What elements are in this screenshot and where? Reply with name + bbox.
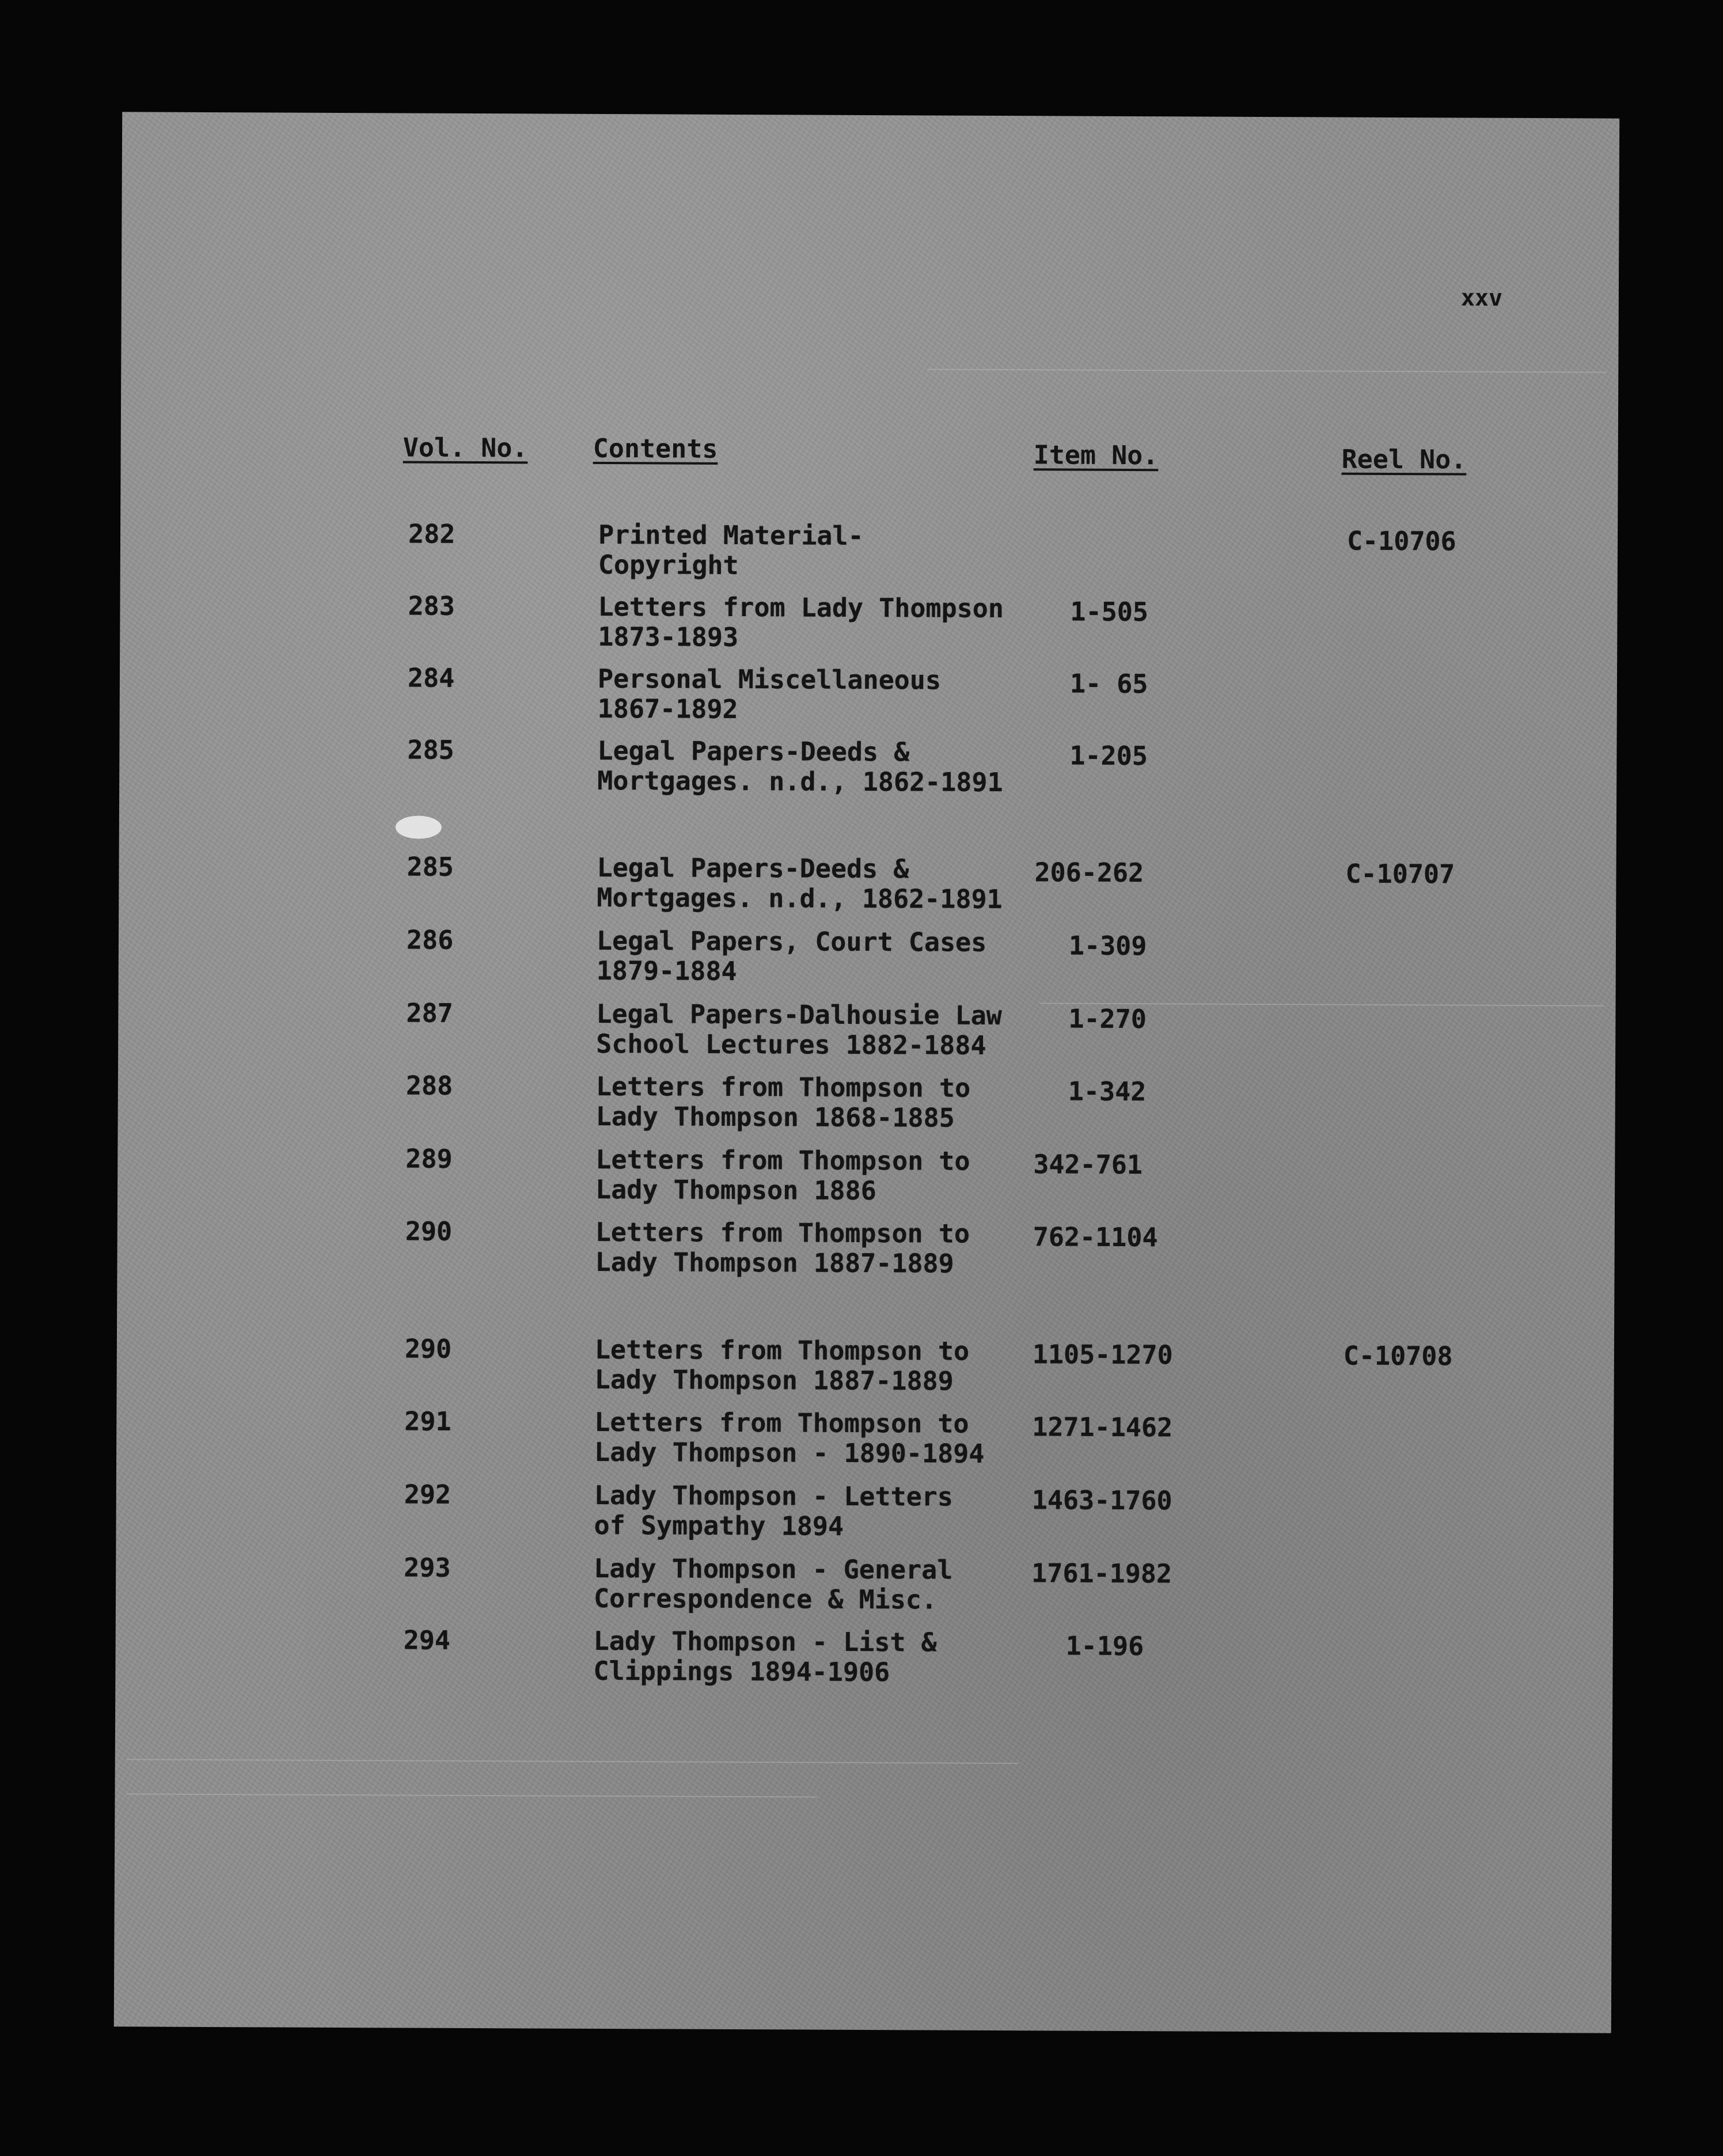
contents-line: Lady Thompson 1886 [595, 1174, 876, 1206]
item-range: 1-342 [1068, 1076, 1147, 1107]
page-number: xxv [1460, 284, 1503, 312]
contents-line: Letters from Thompson to [595, 1071, 971, 1103]
vol-number: 294 [403, 1624, 451, 1656]
item-range: 1-270 [1068, 1003, 1147, 1035]
contents-line: Lady Thompson - 1890-1894 [594, 1436, 985, 1469]
vol-number: 284 [407, 662, 455, 693]
contents-line: Letters from Thompson to [594, 1406, 969, 1439]
contents-line: Letters from Thompson to [595, 1216, 970, 1249]
vol-number: 286 [406, 924, 454, 955]
item-range: 206-262 [1034, 857, 1144, 889]
contents-line: Personal Miscellaneous [597, 663, 942, 696]
vol-number: 288 [405, 1070, 453, 1101]
contents-line: Copyright [598, 549, 739, 581]
contents-line: Clippings 1894-1906 [593, 1655, 890, 1688]
header-reel-no: Reel No. [1341, 443, 1467, 475]
scan-line [927, 369, 1607, 373]
vol-number: 287 [406, 997, 453, 1028]
document-page [114, 112, 1619, 2033]
contents-line: Legal Papers-Deeds & [597, 735, 910, 768]
vol-number: 290 [405, 1216, 453, 1247]
contents-line: School Lectures 1882-1884 [596, 1028, 986, 1061]
item-range: 1271-1462 [1032, 1411, 1173, 1443]
contents-line: Legal Papers-Deeds & [597, 852, 909, 885]
item-range: 1-309 [1068, 930, 1147, 962]
item-range: 1463-1760 [1031, 1485, 1172, 1516]
item-range: 1-205 [1069, 740, 1148, 772]
vol-number: 291 [404, 1406, 451, 1437]
contents-line: Lady Thompson - Letters [594, 1479, 954, 1512]
scan-line [127, 1793, 818, 1797]
item-range: 342-761 [1033, 1149, 1143, 1181]
item-range: 1105-1270 [1032, 1339, 1173, 1371]
contents-line: Mortgages. n.d., 1862-1891 [597, 882, 1003, 915]
contents-line: Printed Material- [598, 519, 864, 551]
contents-line: Legal Papers, Court Cases [596, 925, 987, 958]
header-vol-no: Vol. No. [403, 432, 528, 464]
contents-line: Letters from Thompson to [594, 1334, 970, 1367]
contents-line: Lady Thompson 1887-1889 [595, 1246, 954, 1279]
item-range: 1-505 [1070, 596, 1149, 628]
header-contents: Contents [593, 432, 718, 464]
contents-line: 1873-1893 [598, 621, 739, 653]
vol-number: 282 [408, 518, 456, 549]
reel-number: C-10708 [1343, 1340, 1453, 1372]
vol-number: 290 [404, 1333, 452, 1364]
vol-number: 285 [407, 851, 454, 882]
item-range: 1-196 [1065, 1630, 1144, 1662]
reel-number: C-10706 [1346, 525, 1456, 557]
vol-number: 292 [404, 1479, 451, 1510]
reel-number: C-10707 [1345, 858, 1455, 890]
contents-line: 1867-1892 [597, 693, 738, 725]
header-item-no: Item No. [1033, 439, 1159, 471]
contents-line: Correspondence & Misc. [593, 1582, 938, 1615]
contents-line: Lady Thompson - General [594, 1553, 953, 1585]
contents-line: Lady Thompson 1868-1885 [595, 1100, 955, 1133]
contents-line: Legal Papers-Dalhousie Law [596, 998, 1002, 1031]
scan-line [127, 1759, 1019, 1764]
contents-line: Lady Thompson 1887-1889 [594, 1364, 954, 1396]
contents-line: Mortgages. n.d., 1862-1891 [597, 765, 1003, 798]
contents-line: Lady Thompson - List & [593, 1625, 937, 1658]
vol-number: 283 [408, 590, 455, 621]
contents-line: 1879-1884 [596, 955, 737, 987]
item-range: 1- 65 [1069, 668, 1148, 700]
vol-number: 293 [404, 1552, 451, 1583]
contents-line: Letters from Lady Thompson [598, 591, 1004, 624]
vol-number: 285 [407, 734, 454, 765]
item-range: 762-1104 [1033, 1221, 1158, 1253]
contents-line: of Sympathy 1894 [594, 1509, 844, 1542]
paper-blot [396, 815, 442, 838]
vol-number: 289 [405, 1143, 453, 1174]
item-range: 1761-1982 [1031, 1558, 1172, 1589]
contents-line: Letters from Thompson to [595, 1144, 970, 1176]
